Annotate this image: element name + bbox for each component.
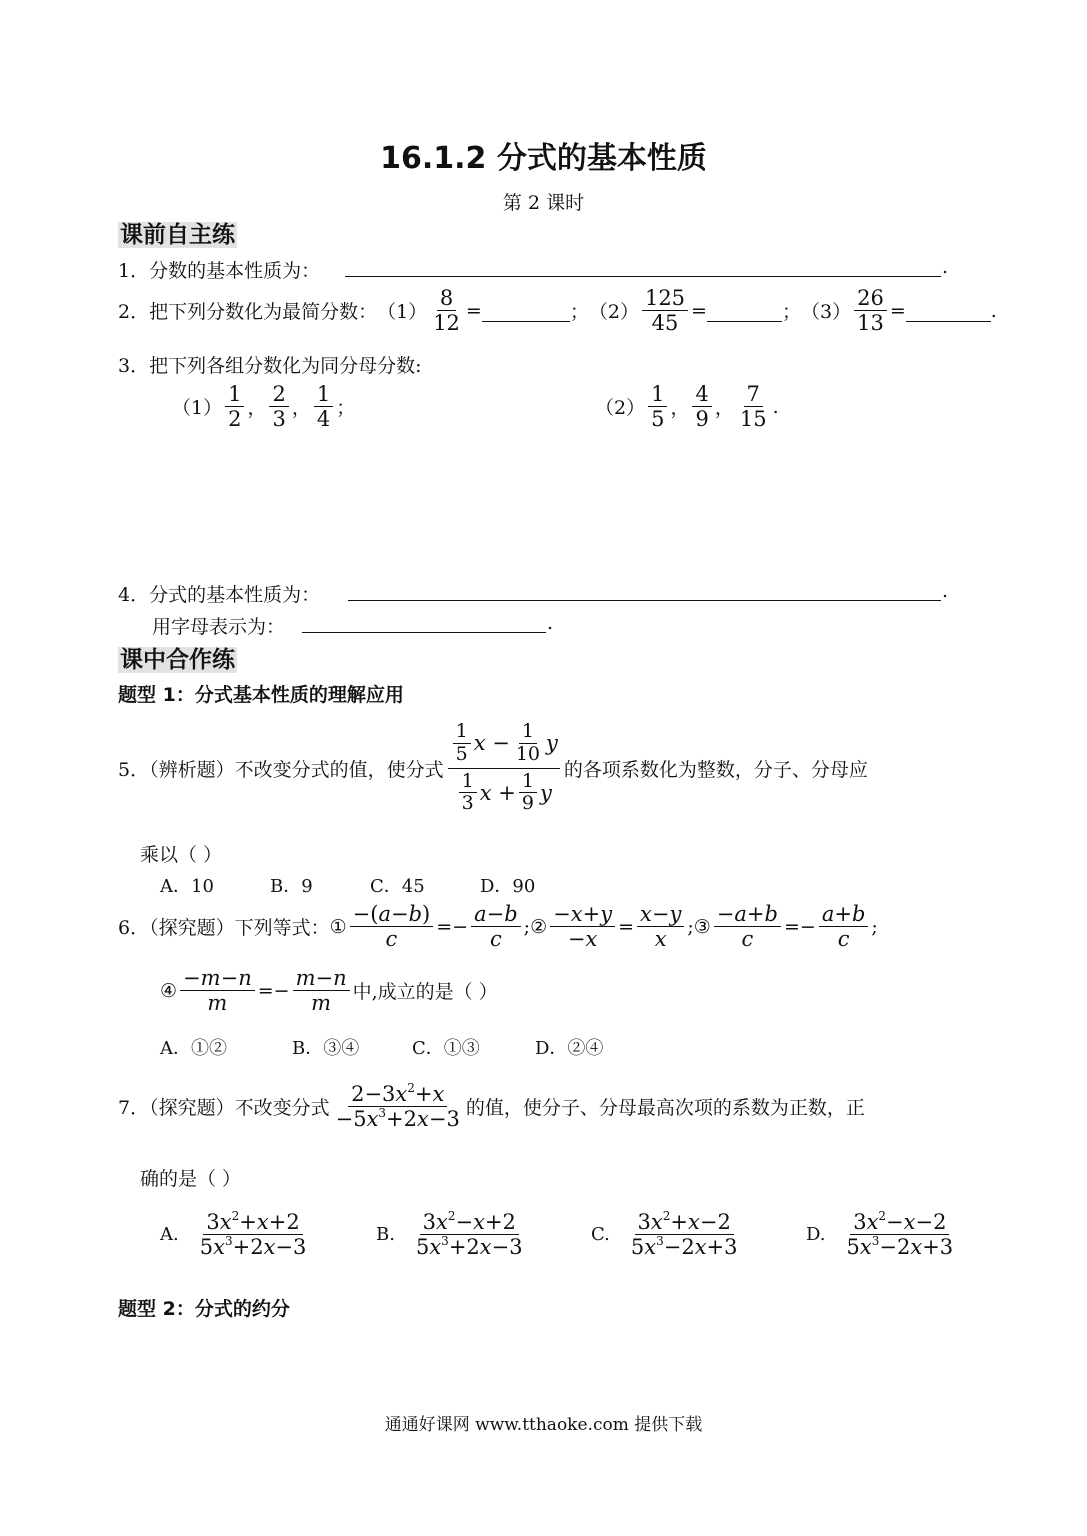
- question-7-text: 7．（探究题）不改变分式: [118, 1097, 330, 1120]
- page-subtitle: 第 2 课时: [502, 192, 585, 214]
- option-label: D.: [806, 1224, 826, 1246]
- fraction: [513, 721, 543, 766]
- period: .: [942, 580, 949, 602]
- denominator: 5: [651, 407, 665, 432]
- denominator: 13: [857, 311, 884, 336]
- part-label: （2）: [588, 301, 639, 324]
- question-1-text: 1．分数的基本性质为：: [118, 260, 321, 282]
- fraction: [737, 382, 770, 431]
- numerator: 1: [314, 382, 333, 407]
- separator: ；: [569, 301, 589, 324]
- period: .: [772, 395, 779, 418]
- option-label: B.: [376, 1224, 395, 1246]
- answer-line: [302, 632, 546, 633]
- option-d: [806, 1210, 959, 1259]
- section-label: 课前自主练: [120, 222, 235, 248]
- numerator: 1: [453, 721, 471, 744]
- denominator: 9: [695, 407, 709, 432]
- circle-number: ④: [160, 979, 178, 1002]
- fraction: [692, 382, 711, 431]
- question-4-sub: 用字母表示为：: [152, 616, 286, 638]
- question-6-text: 6．（探究题）下列等式：: [118, 917, 330, 940]
- numerator: 1: [459, 771, 477, 794]
- denominator: 12: [433, 311, 460, 336]
- question-6-text-cont: 中,成立的是（ ）: [352, 981, 498, 1004]
- part-label: （1）: [172, 397, 223, 420]
- comma: ，: [247, 397, 267, 420]
- denominator: 15: [739, 407, 767, 432]
- answer-line: [345, 276, 941, 277]
- numerator: 4: [692, 382, 711, 407]
- denominator: 5: [455, 742, 468, 765]
- denominator: 2: [228, 407, 242, 432]
- option-a: A．10: [160, 876, 214, 897]
- page-title: 16.1.2 分式的基本性质: [380, 141, 707, 176]
- equals: =: [465, 299, 482, 322]
- question-1: [118, 256, 320, 283]
- numerator: $\frac{1}{5}$ x − $\frac{1}{10}$ y: [448, 721, 560, 769]
- question-type-1: 题型 1：分式基本性质的理解应用: [118, 684, 404, 706]
- part-label: （3）: [800, 301, 852, 324]
- numerator: 1: [225, 382, 244, 407]
- period: .: [990, 299, 997, 322]
- question-7-line2: 确的是（ ）: [140, 1168, 242, 1190]
- question-6-line2: ④ $\frac{-m-n}{m}$ =− $\frac{m-n}{m}$ 中,成立的是（ ）: [160, 966, 498, 1016]
- question-3-group-1: [172, 382, 355, 431]
- fraction: $\frac{-m-n}{m}$: [180, 966, 255, 1015]
- section-heading-in-class: [118, 641, 237, 674]
- fraction: [642, 286, 688, 335]
- option-a: A．①②: [160, 1038, 227, 1059]
- fraction: [453, 721, 471, 766]
- period: .: [942, 256, 949, 278]
- fraction: [459, 771, 477, 816]
- answer-line: [482, 303, 570, 322]
- question-3: 3．把下列各组分数化为同分母分数:: [118, 355, 422, 377]
- answer-line: [707, 303, 782, 322]
- fraction: $\frac{2-3x^2+x}{-5x^3+2x-3}$: [335, 1081, 460, 1132]
- question-2-text: 2．把下列分数化为最简分数：: [118, 301, 378, 324]
- option-d: D．②④: [535, 1038, 604, 1059]
- denominator: 4: [316, 407, 331, 432]
- fraction: [269, 382, 288, 431]
- answer-line: [348, 600, 941, 601]
- answer-line: [906, 303, 991, 322]
- option-a: [160, 1210, 312, 1259]
- numerator: 7: [744, 382, 763, 407]
- question-7-text-cont: 的值，使分子、分母最高次项的系数为正数，正: [465, 1097, 865, 1120]
- part-label: （1）: [377, 301, 428, 324]
- fraction: $\frac{-a+b}{c}$: [714, 902, 781, 951]
- option-c: C．①③: [412, 1038, 480, 1059]
- option-d: D．90: [480, 876, 536, 897]
- fraction: $\frac{3x^2+x+2}{5x^3+2x-3}$: [199, 1209, 307, 1260]
- circle-number: ③: [693, 915, 711, 938]
- question-2: [118, 286, 997, 335]
- equals: =: [889, 299, 906, 322]
- denominator: 3: [272, 407, 286, 432]
- fraction: $\frac{3x^2+x-2}{5x^3-2x+3}$: [630, 1209, 738, 1260]
- comma: ，: [670, 397, 690, 420]
- option-label: A.: [160, 1224, 179, 1246]
- separator: ；: [781, 301, 801, 324]
- question-5-text-cont: 的各项系数化为整数，分子、分母应: [563, 758, 868, 781]
- footer-text: 通通好课网 www.tthaoke.com 提供下载: [384, 1415, 703, 1435]
- option-b: [376, 1210, 529, 1259]
- denominator: 9: [521, 792, 534, 815]
- denominator: 10: [515, 742, 540, 765]
- complex-fraction: [448, 721, 560, 815]
- question-type-2: 题型 2：分式的约分: [118, 1298, 290, 1320]
- question-4: 4．分式的基本性质为：: [118, 584, 321, 606]
- section-heading-pre-class: [118, 216, 237, 249]
- numerator: 1: [519, 721, 537, 744]
- numerator: 1: [648, 382, 667, 407]
- semicolon: ；: [336, 397, 356, 420]
- fraction: [314, 382, 333, 431]
- circle-number: ①: [329, 915, 347, 938]
- option-label: C.: [591, 1224, 610, 1246]
- fraction: [430, 286, 463, 335]
- numerator: 2: [269, 382, 288, 407]
- denominator: 3: [461, 792, 474, 815]
- numerator: 8: [437, 286, 456, 311]
- section-label: 课中合作练: [120, 647, 235, 673]
- question-3-group-2: [595, 382, 779, 431]
- denominator: 45: [651, 311, 679, 336]
- numerator: 1: [519, 771, 537, 794]
- question-5-text: 5．（辨析题）不改变分式的值，使分式: [118, 758, 444, 781]
- fraction: $\frac{-x+y}{-x}$: [550, 902, 615, 951]
- fraction: $\frac{x-y}{x}$: [637, 902, 684, 951]
- fraction: $\frac{3x^2-x+2}{5x^3+2x-3}$: [415, 1209, 523, 1260]
- option-c: [591, 1210, 744, 1259]
- option-b: B．③④: [292, 1038, 360, 1059]
- circle-number: ②: [530, 915, 548, 938]
- question-5: [118, 708, 868, 828]
- fraction: $\frac{3x^2-x-2}{5x^3-2x+3}$: [846, 1209, 954, 1260]
- fraction: [648, 382, 667, 431]
- fraction: [854, 286, 887, 335]
- denominator: $\frac{1}{3}$ x + $\frac{1}{9}$ y: [453, 769, 555, 816]
- comma: ，: [714, 397, 734, 420]
- fraction: $\frac{a-b}{c}$: [471, 902, 521, 951]
- question-7: [118, 1082, 865, 1131]
- fraction: $\frac{a+b}{c}$: [819, 902, 869, 951]
- question-5-line2: 乘以（ ）: [140, 844, 223, 866]
- numerator: 125: [642, 286, 688, 311]
- question-6: 6．（探究题）下列等式： ① $\frac{-(a-b)}{c}$ =− $\frac{a-b}{c}$ ; ② $\frac{-x+y}{-x}$ = $\frac{x-y}{x}$ ; ③ $\frac{-a+b}{c}$ =− $\frac{a+b}{c}$ ;: [118, 902, 878, 952]
- option-c: C．45: [370, 876, 425, 897]
- part-label: （2）: [595, 397, 646, 420]
- fraction: $\frac{m-n}{m}$: [293, 966, 350, 1015]
- period: .: [547, 612, 554, 634]
- equals: =: [691, 299, 707, 322]
- option-b: B．9: [270, 876, 313, 897]
- fraction: [225, 382, 244, 431]
- comma: ，: [291, 397, 311, 420]
- numerator: 26: [854, 286, 887, 311]
- fraction: $\frac{-(a-b)}{c}$: [350, 902, 434, 951]
- fraction: [519, 771, 537, 816]
